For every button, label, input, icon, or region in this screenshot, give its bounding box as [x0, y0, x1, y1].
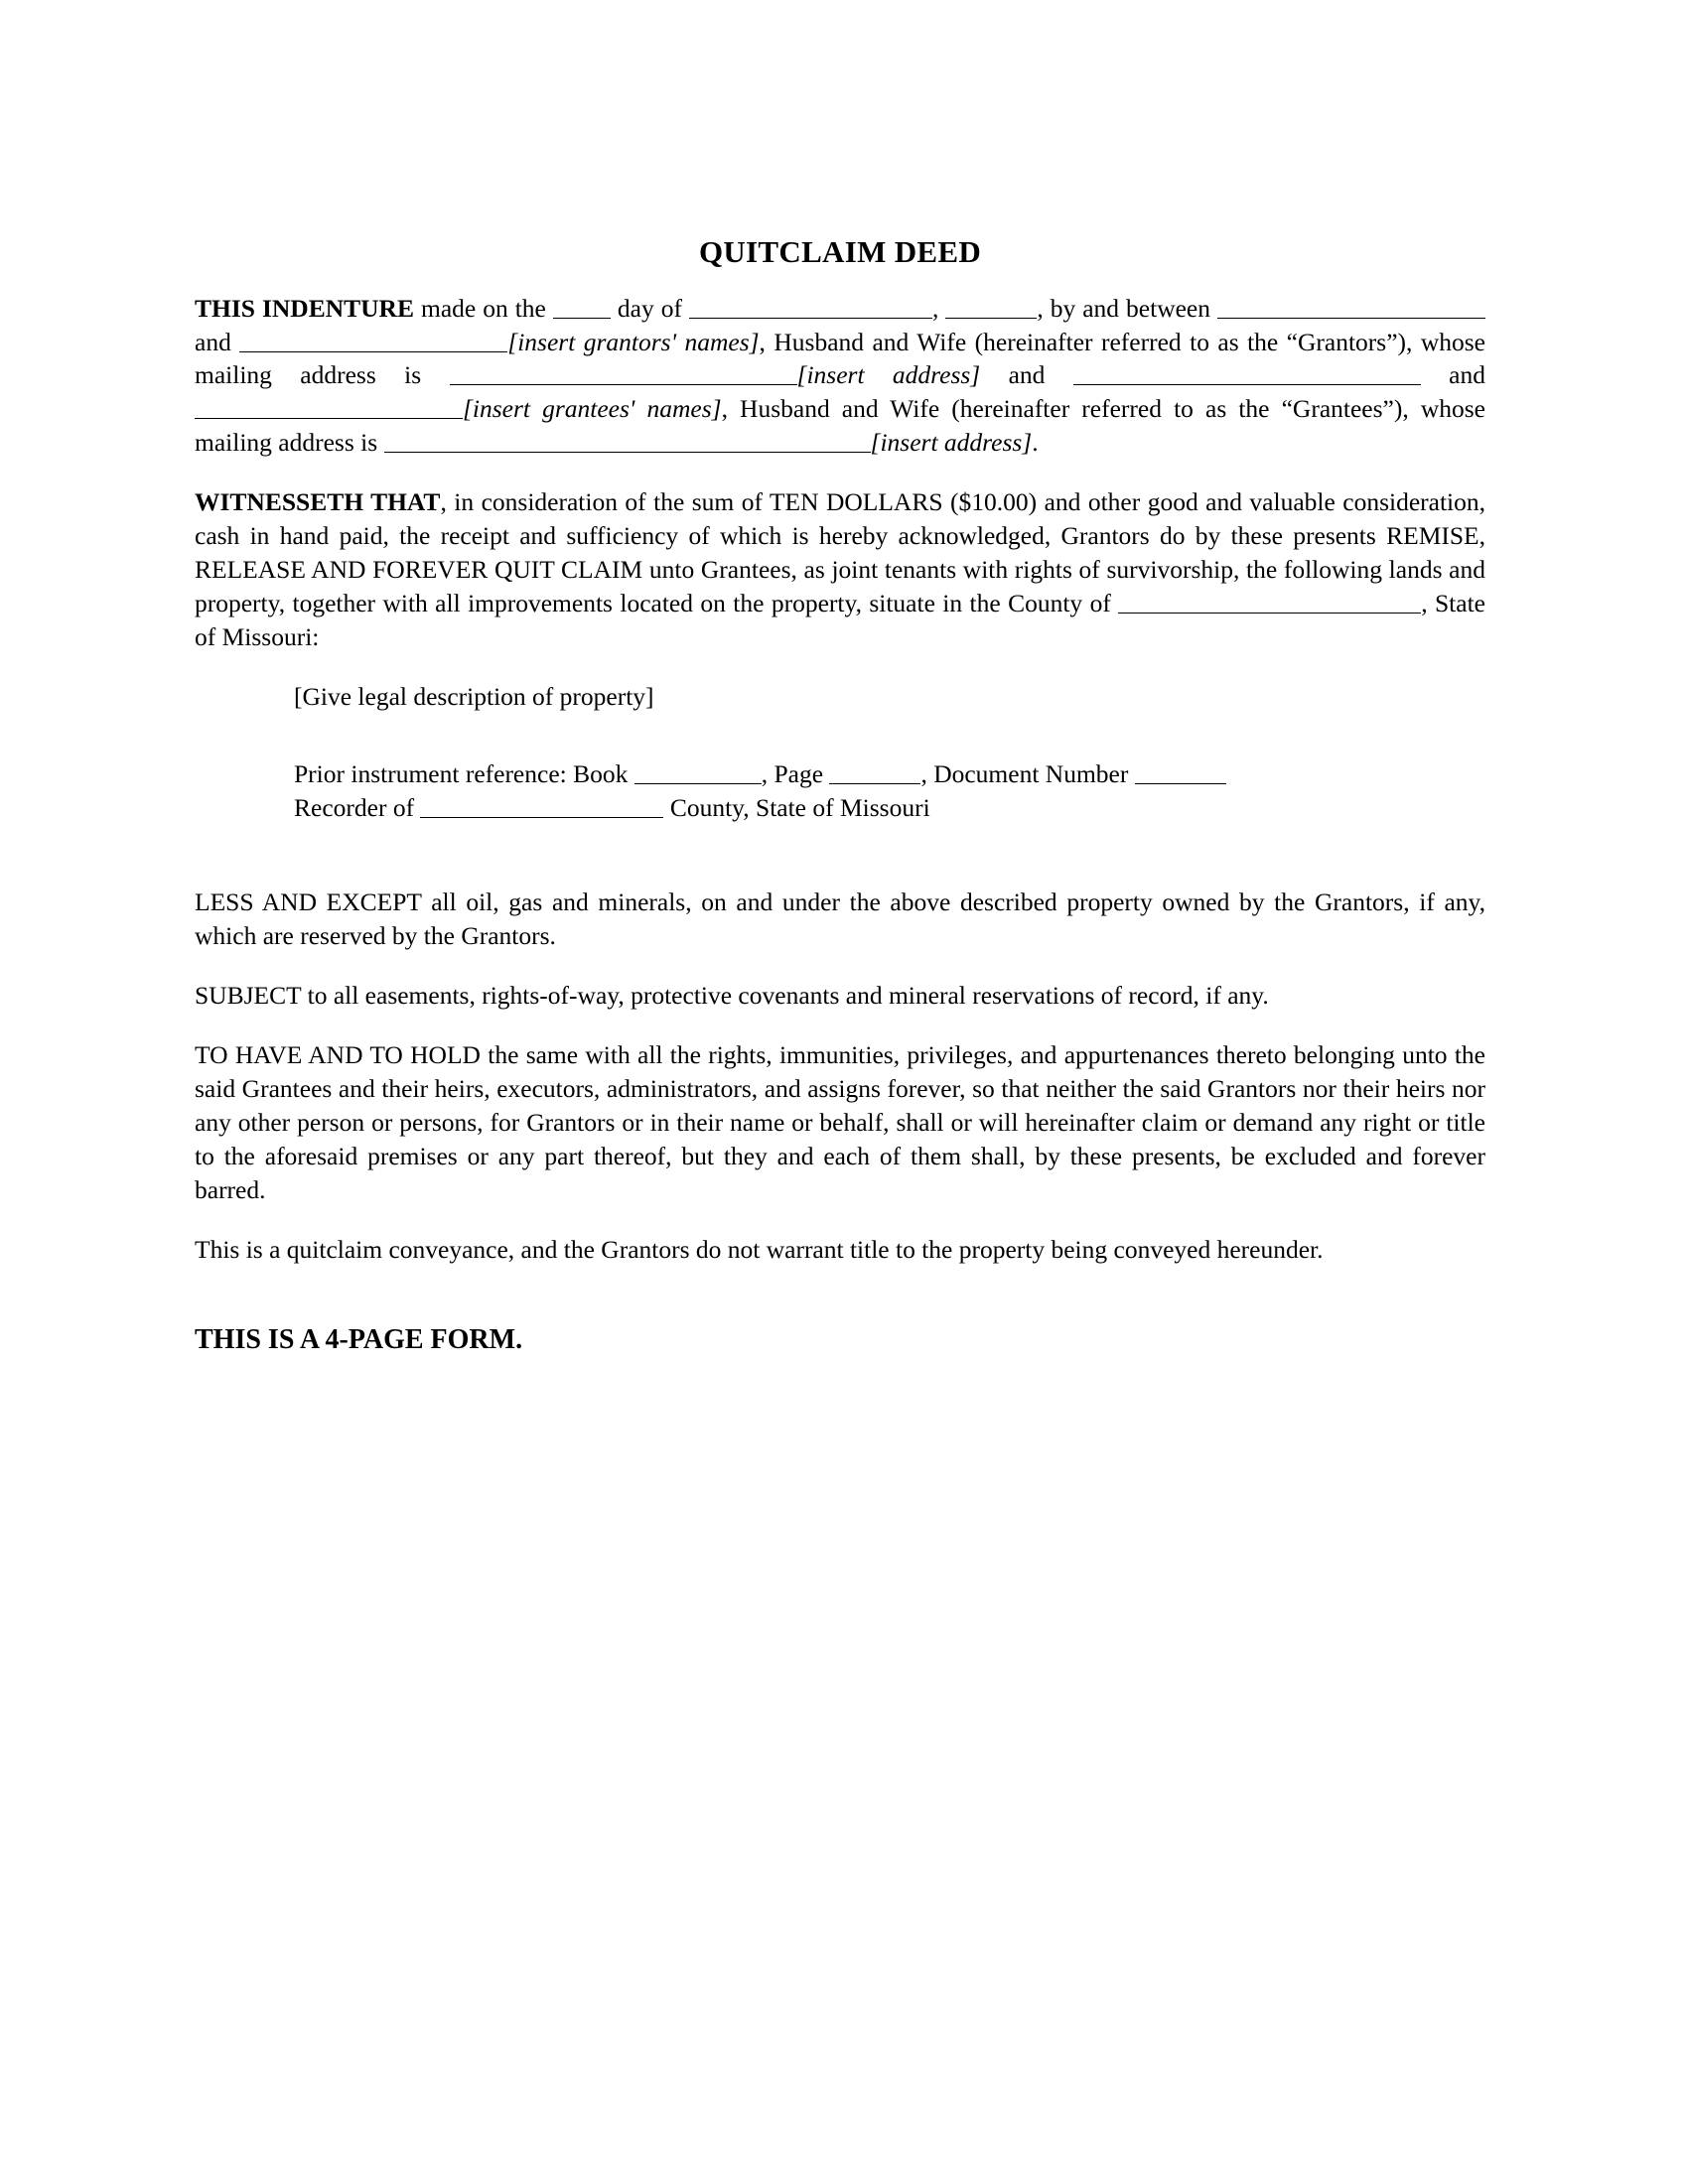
- blank-grantor-name-2[interactable]: [239, 326, 507, 352]
- blank-county[interactable]: [1118, 587, 1421, 614]
- indenture-text-9: , Husband and Wife (hereinafter referred to as the “Grantees”), whose mailing address is: [195, 394, 1485, 458]
- prior-instrument-reference-line: [294, 757, 1485, 791]
- recorder-line: [294, 791, 1485, 825]
- insert-grantors-names-marker: [insert grantors' names]: [507, 327, 760, 356]
- indenture-text-8: and: [1420, 360, 1485, 390]
- paragraph-to-have-and-to-hold: TO HAVE AND TO HOLD the same with all the rights, immunities, privileges, and appurtenances thereto belonging unto the said Grantees and their heirs, executors, administrators, and assigns forever, so that neither the said Grantors nor their heirs nor any other person or persons, for Grantors or in their name or behalf, shall or will hereinafter claim or demand any right or title to the aforesaid premises or any part thereof, but they and each of them shall, by these presents, be excluded and forever barred.: [195, 1040, 1485, 1204]
- prior-instrument-docnum-label: , Document Number: [920, 758, 1135, 788]
- paragraph-quitclaim-conveyance: This is a quitclaim conveyance, and the Grantors do not warrant title to the property being conveyed hereunder.: [195, 1234, 1324, 1264]
- recorder-suffix-label: County, State of Missouri: [663, 792, 930, 822]
- paragraph-subject-to: SUBJECT to all easements, rights-of-way, protective covenants and mineral reservations of record, if any.: [195, 981, 1269, 1011]
- insert-grantees-names-marker: [insert grantees' names]: [463, 394, 722, 424]
- prior-instrument-page-label: , Page: [761, 758, 830, 788]
- indenture-text-6: , Husband and Wife (hereinafter referred to as the “Grantors”), whose mailing address is: [195, 327, 1485, 390]
- blank-grantor-address[interactable]: [450, 359, 797, 386]
- blank-day[interactable]: [553, 292, 611, 319]
- paragraph-less-and-except: LESS AND EXCEPT all oil, gas and minerals, on and under the above described property owned by the Grantors, if any, which are reserved by the Grantors.: [195, 887, 1485, 951]
- indenture-lead: THIS INDENTURE: [195, 293, 414, 323]
- indenture-text-2: day of: [610, 293, 689, 323]
- prior-instrument-book-label: Prior instrument reference: Book: [294, 758, 634, 788]
- spacer: [294, 714, 1485, 757]
- indenture-text-10: .: [1032, 428, 1039, 458]
- blank-document-number[interactable]: [1135, 757, 1226, 784]
- indenture-text-4: , by and between: [1037, 293, 1218, 323]
- document-content: [195, 234, 1485, 1358]
- paragraph-witnesseth: [195, 485, 1485, 654]
- recorder-prefix-label: Recorder of: [294, 792, 421, 822]
- blank-page[interactable]: [829, 757, 920, 784]
- blank-grantee-address[interactable]: [384, 427, 871, 454]
- witnesseth-body-before-county: , in consideration of the sum of TEN DOLLARS ($10.00) and other good and valuable consideration, cash in hand paid, the receipt and sufficiency of which is hereby acknowledged, Grantors do by these presents REMISE, RELEASE AND FOREVER QUIT CLAIM unto Grantees, as joint tenants with rights of survivorship, the following lands and property, together with all improvements located on the property, situate in the County of: [195, 487, 1486, 617]
- witnesseth-body-after-county: , State of Missouri:: [195, 588, 1485, 651]
- blank-recorder-county[interactable]: [420, 791, 663, 818]
- blank-grantee-name-2[interactable]: [195, 393, 463, 420]
- page-title: QUITCLAIM DEED: [698, 234, 982, 269]
- blank-year[interactable]: [945, 292, 1037, 319]
- indenture-text-7: and: [980, 360, 1073, 390]
- indenture-text-5: and: [195, 327, 240, 356]
- insert-address-marker-1: [insert address]: [796, 360, 981, 390]
- spacer: [195, 824, 1485, 886]
- paragraph-indenture: [195, 292, 1485, 461]
- indenture-text-3: ,: [931, 293, 946, 323]
- blank-book[interactable]: [634, 757, 762, 784]
- insert-address-marker-2: [insert address]: [870, 428, 1033, 458]
- witnesseth-lead: WITNESSETH THAT: [195, 487, 441, 517]
- blank-grantee-name-1[interactable]: [1073, 359, 1421, 386]
- page-count-notice: THIS IS A 4-PAGE FORM.: [195, 1323, 523, 1355]
- blank-month[interactable]: [689, 292, 932, 319]
- blank-grantor-name-1[interactable]: [1217, 292, 1485, 319]
- indenture-text-1: made on the: [413, 293, 553, 323]
- legal-description-section: [294, 680, 1485, 825]
- legal-description-marker: [Give legal description of property]: [294, 681, 654, 711]
- spacer: [195, 1293, 1485, 1322]
